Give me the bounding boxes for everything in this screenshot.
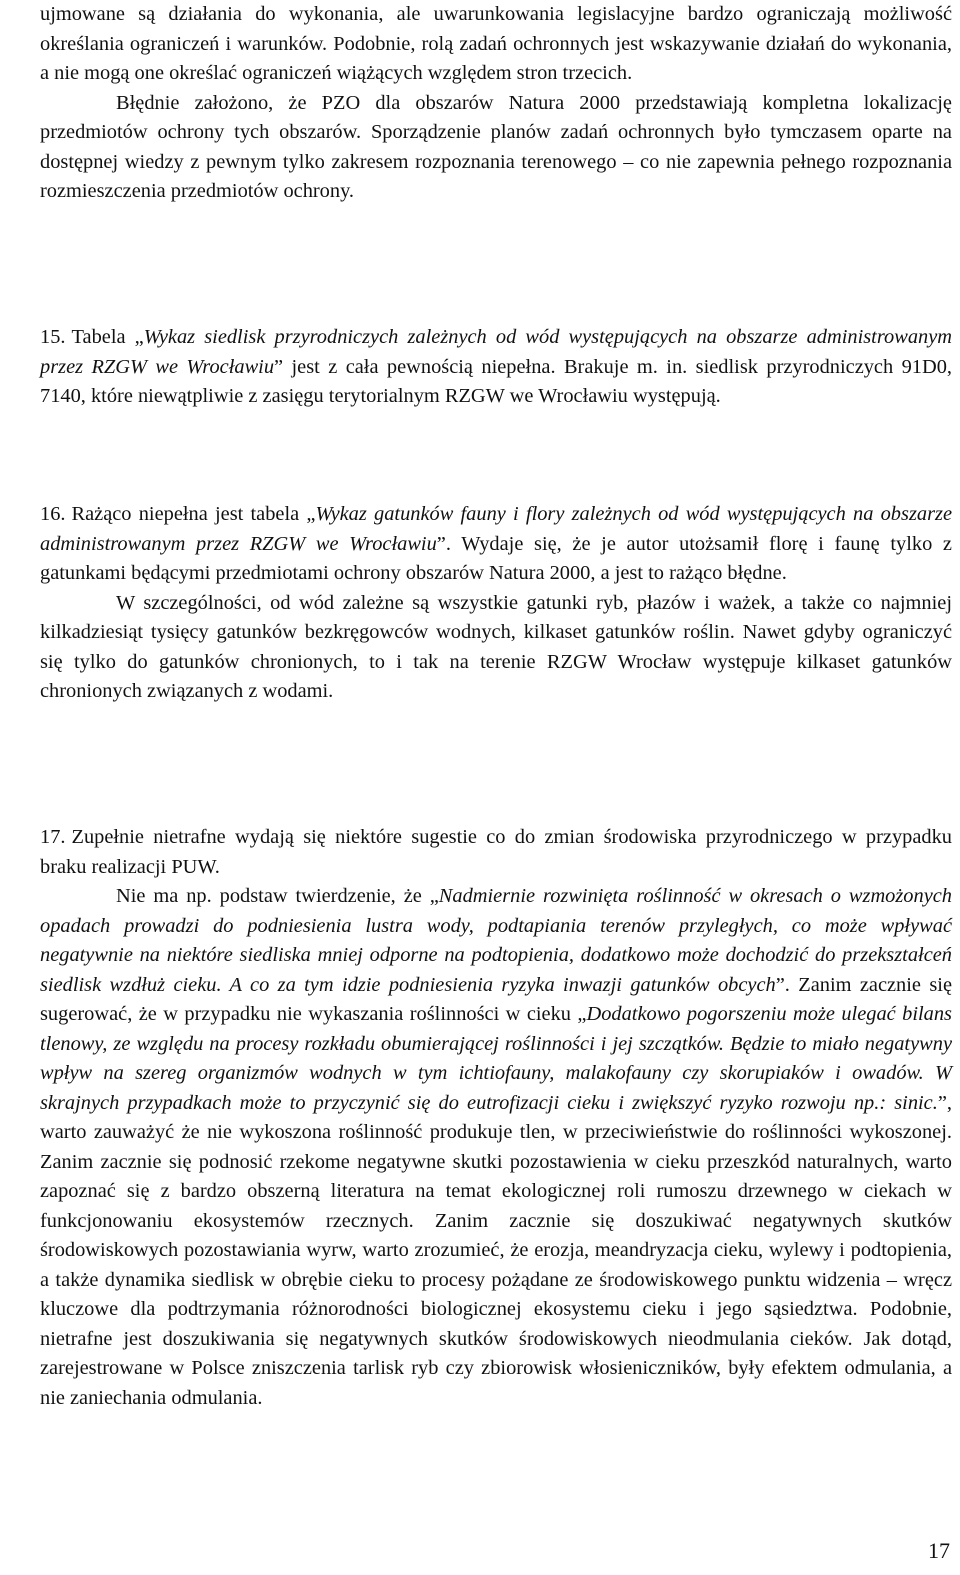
item-17-quote-1: Nadmiernie rozwinięta roślinność w okresach o wzmożonych opadach prowadzi do podniesienia lustra wody, podtapiania terenów przyległych, co może wpływać negatywnie na niektóre siedliska mniej odporne na podtopienia, dodatkowo może dochodzić do przekształceń siedlisk wzdłuż cieku. A co za tym idzie podniesienia ryzyka inwazji gatunków obcych — [40, 885, 952, 996]
intro-paragraph-1: ujmowane są działania do wykonania, ale uwarunkowania legislacyjne bardzo ograniczają możliwość określania ograniczeń i warunków. Podobnie, rolą zadań ochronnych jest wskazywanie działań do wykonania, a nie mogą one określać ograniczeń wiążących względem stron trzecich. — [40, 3, 952, 84]
item-17-p2-post: ”, warto zauważyć że nie wykoszona roślinność produkuje tlen, w przeciwieństwie do roślinności wykoszonej. Zanim zacznie się podnosić rzekome negatywne skutki pozostawienia w cieku przeszkód naturalnych, warto zapoznać się z bardzo obszerną literatura na temat ekologicznej roli rumoszu drzewnego w ciekach w funkcjonowaniu ekosystemów rzecznych. Zanim zacznie się doszukiwać negatywnych skutków środowiskowych pozostawiania wyrw, warto zrozumieć, że erozja, meandryzacja cieku, wylewy i podtopienia, a także dynamika siedlisk w obrębie cieku to procesy pożądane ze środowiskowego punktu widzenia – wręcz kluczowe dla podtrzymania różnorodności biologicznej ekosystemu cieku i jego sąsiedztwa. Podobnie, nietrafne jest doszukiwania się negatywnych skutków środowiskowych nieodmulania cieków. Jak dotąd, zarejestrowane w Polsce zniszczenia tarlisk ryb czy zbiorowisk włosieniczników, były efektem odmulania, a nie zaniechania odmulania. — [40, 1091, 952, 1409]
item-15-post: ” jest z cała pewnością niepełna. Brakuje m. in. siedlisk przyrodniczych 91D0, 7140, które niewątpliwie z zasięgu terytorialnym RZGW we Wrocławiu występują. — [40, 355, 953, 407]
item-15 — [40, 323, 952, 412]
page-number: 17 — [928, 1538, 950, 1563]
intro-section — [40, 0, 952, 207]
item-17-p2-pre: Nie ma np. podstaw twierdzenie, że „ — [116, 885, 439, 907]
item-16-paragraph-2: W szczególności, od wód zależne są wszystkie gatunki ryb, płazów i ważek, a także co najmniej kilkadziesiąt tysięcy gatunków bezkręgowców wodnych, kilkaset gatunków roślin. Nawet gdyby ograniczyć się tylko do gatunków chronionych, to i tak na terenie RZGW Wrocław występuje kilkaset gatunków chronionych związanych z wodami. — [40, 591, 952, 702]
intro-paragraph-2: Błędnie założono, że PZO dla obszarów Natura 2000 przedstawiają kompletna lokalizację przedmiotów ochrony tych obszarów. Sporządzenie planów zadań ochronnych było tymczasem oparte na dostępnej wiedzy z pewnym tylko zakresem rozpoznania terenowego – co nie zapewnia pełnego rozpoznania rozmieszczenia przedmiotów ochrony. — [40, 91, 952, 202]
item-15-paragraph — [40, 323, 952, 412]
item-16-post: ”. Wydaje się, że je autor utożsamił florę i faunę tylko z gatunkami będącymi przedmiotami ochrony obszarów Natura 2000, a jest to rażąco błędne. — [40, 532, 952, 584]
item-17-paragraph-1 — [40, 823, 952, 882]
item-17-p2-mid: ”. Zanim zacznie się sugerować, że w przypadku nie wykaszania roślinności w cieku „ — [40, 973, 952, 1025]
item-17-paragraph-2 — [40, 882, 952, 1413]
item-15-title-italic: Wykaz siedlisk przyrodniczych zależnych od wód występujących na obszarze administrowanym przez RZGW we Wrocławiu — [40, 326, 952, 378]
item-17-intro: Zupełnie nietrafne wydają się niektóre sugestie co do zmian środowiska przyrodniczego w przypadku braku realizacji PUW. — [40, 826, 952, 878]
item-17-number: 17. — [40, 826, 66, 848]
item-16-number: 16. — [40, 503, 66, 525]
item-16-title-italic: Wykaz gatunków fauny i flory zależnych od wód występujących na obszarze administrowanym przez RZGW we Wrocławiu — [40, 503, 952, 555]
item-16-pre: Rażąco niepełna jest tabela „ — [71, 503, 316, 525]
item-16 — [40, 500, 952, 707]
item-17 — [40, 823, 952, 1413]
item-15-number: 15. — [40, 326, 66, 348]
item-15-pre: Tabela „ — [71, 326, 144, 348]
item-17-quote-2: Dodatkowo pogorszeniu może ulegać bilans tlenowy, ze względu na procesy rozkładu obumierającej roślinności i jej szczątków. Będzie to miało negatywny wpływ na szereg organizmów wodnych w tym ichtiofauny, malakofauny czy skorupiaków i owadów. W skrajnych przypadkach może to przyczynić się do eutrofizacji cieku i zwiększyć ryzyko rozwoju np.: sinic. — [40, 1003, 952, 1114]
item-16-paragraph-1 — [40, 500, 952, 589]
